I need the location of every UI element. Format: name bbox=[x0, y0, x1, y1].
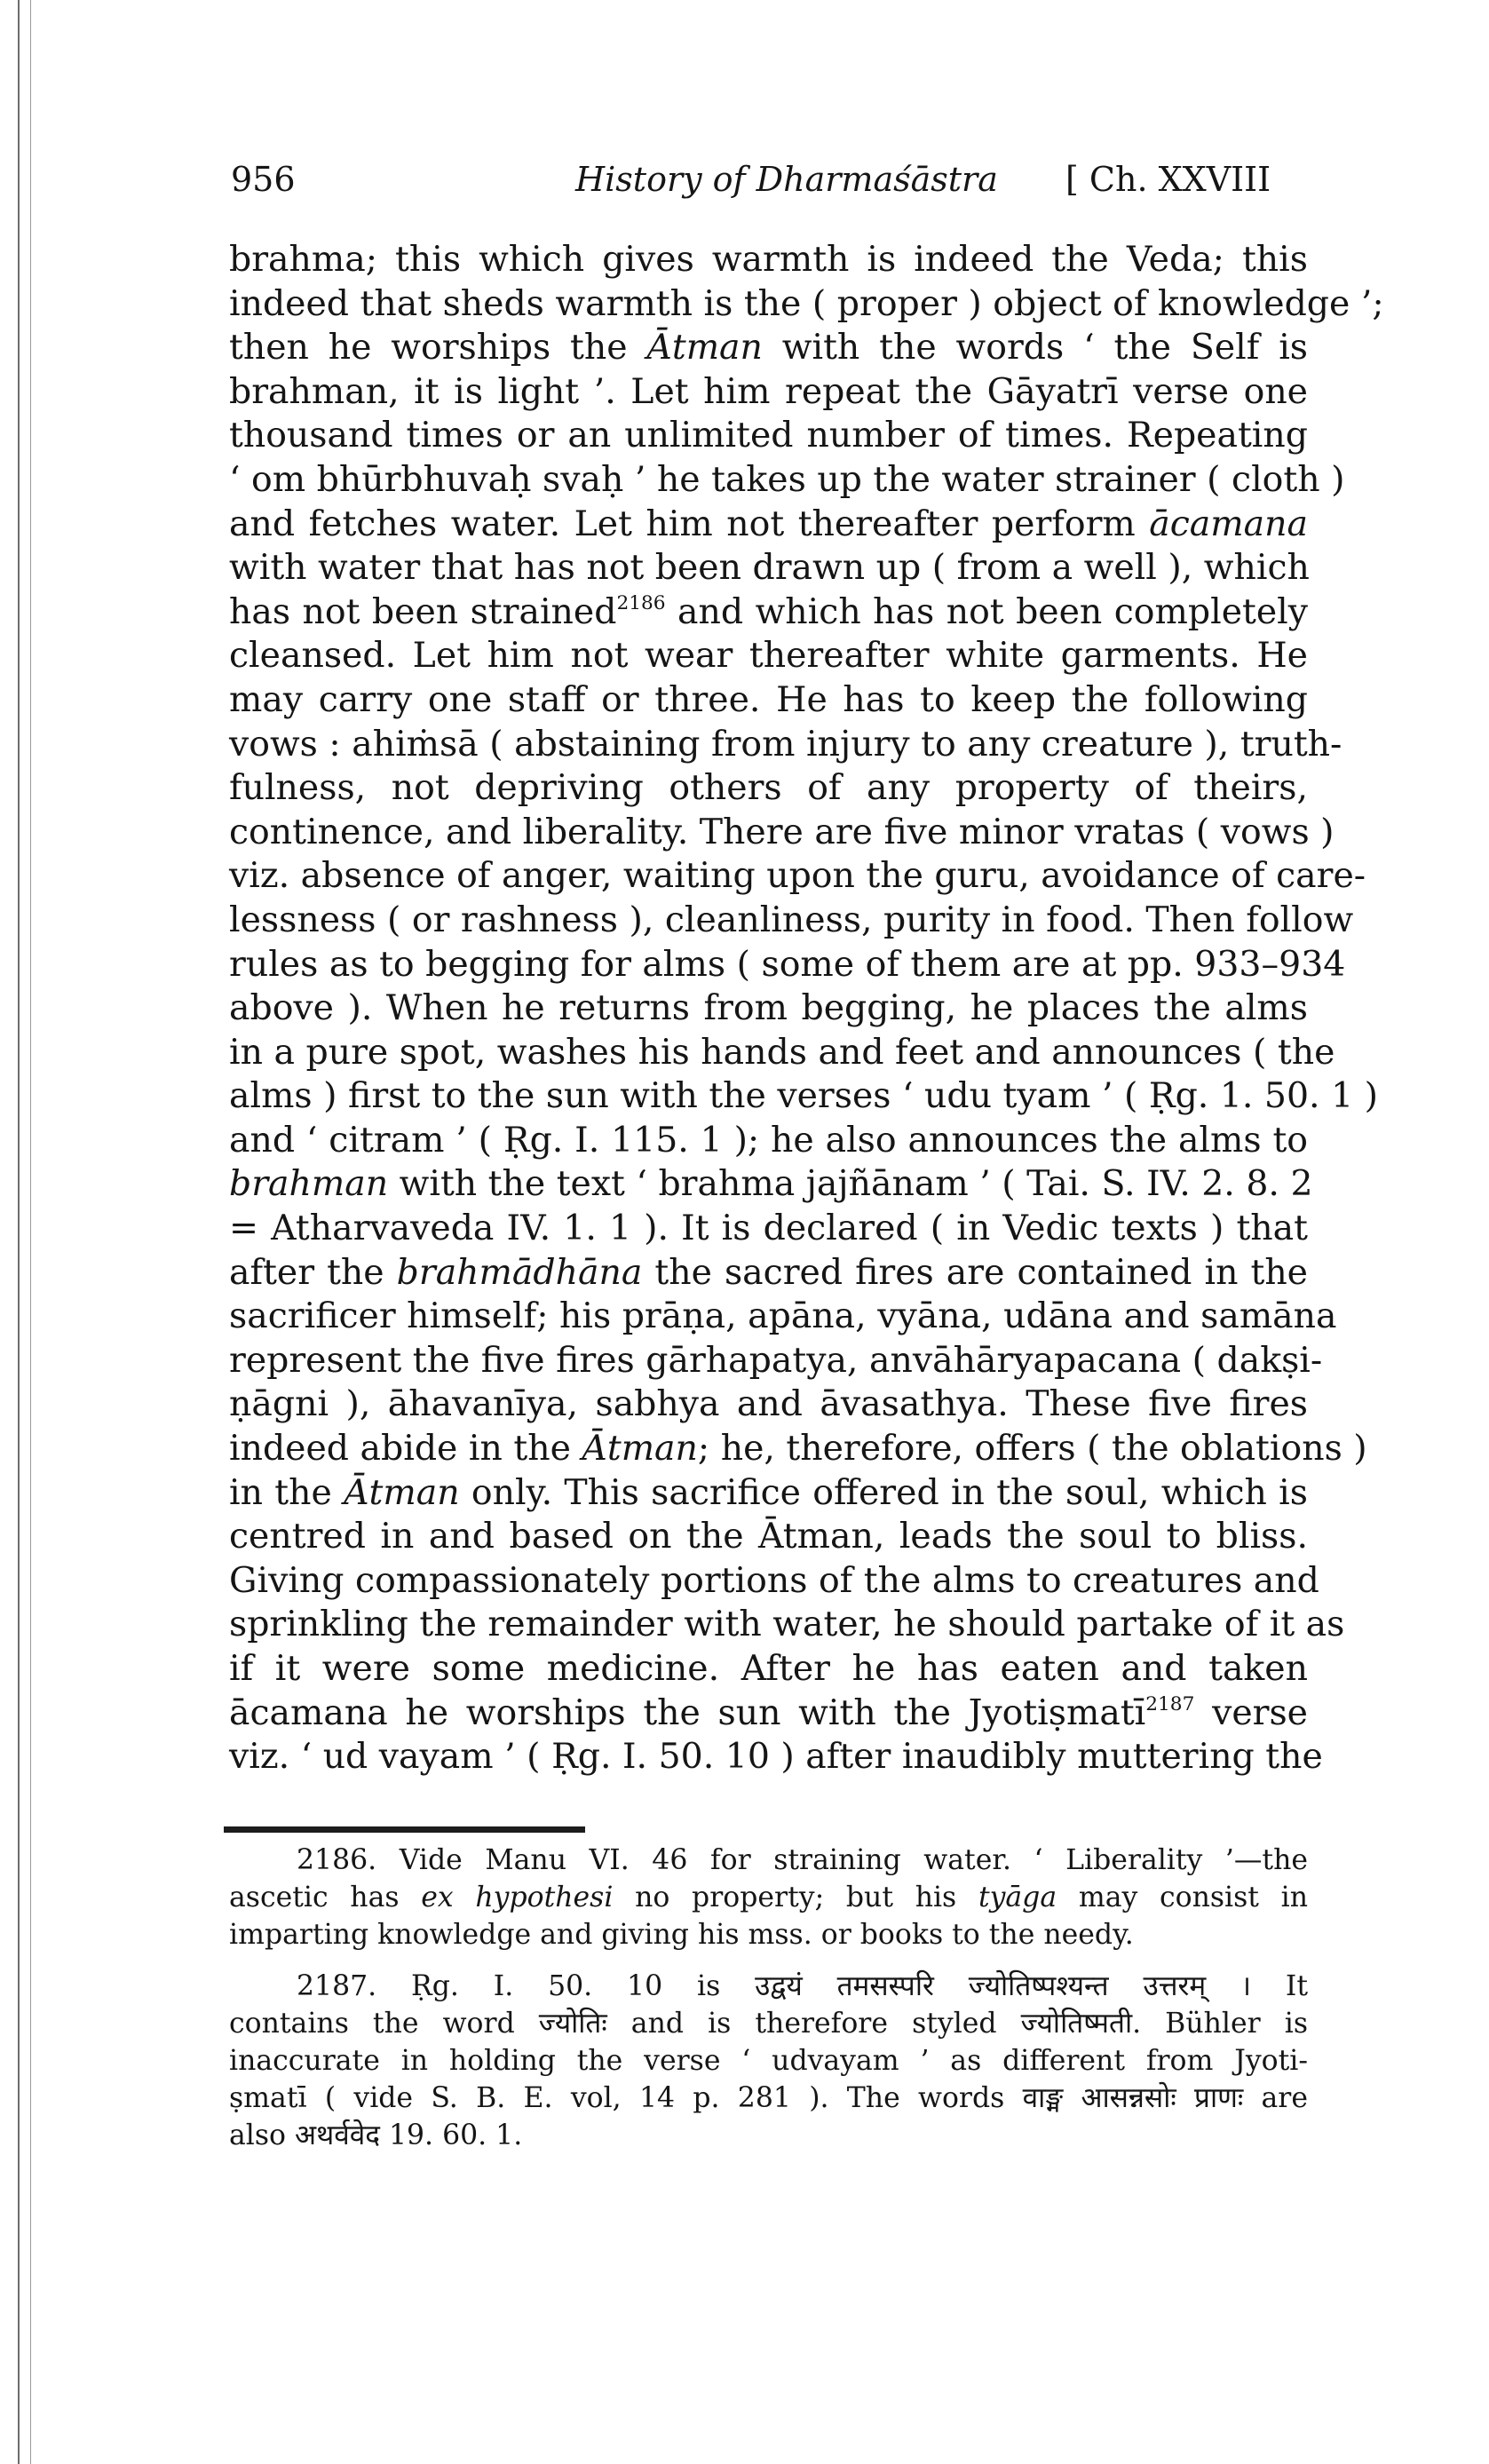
text-line: above ). When he returns from begging, he places the alms bbox=[229, 987, 1308, 1029]
running-header bbox=[0, 160, 1489, 213]
footnote-gap bbox=[229, 1953, 1308, 1968]
italic-term: brahman bbox=[229, 1163, 389, 1205]
text-line: = Atharvaveda IV. 1. 1 ). It is declared ( in Vedic texts ) that bbox=[229, 1208, 1308, 1249]
text-line: then he worships the Ātman with the words ‘ the Self is bbox=[229, 327, 1309, 368]
text-line: ṇāgni ), āhavanīya, sabhya and āvasathya. These five fires bbox=[229, 1383, 1308, 1425]
italic-term: ex hypothesi bbox=[421, 1882, 614, 1913]
italic-term: tyāga bbox=[978, 1882, 1057, 1913]
italic-term: Ātman bbox=[646, 327, 763, 368]
footnote-ref-2186: 2186 bbox=[616, 591, 666, 614]
footnote-2187-line: ṣmatī ( vide S. B. E. vol, 14 p. 281 ). The words वाङ्म आसन्नसोः प्राणः are bbox=[229, 2082, 1308, 2114]
text-line: represent the five fires gārhapatya, anvāhāryapacana ( dakṣi- bbox=[229, 1339, 1323, 1381]
footnotes bbox=[229, 1842, 1308, 2154]
footnote-2187-line: contains the word ज्योतिः and is therefore styled ज्योतिष्मती. Bühler is bbox=[229, 2008, 1308, 2040]
text-line: and fetches water. Let him not thereafter perform ācamana bbox=[229, 503, 1308, 544]
text-line: Giving compassionately portions of the alms to creatures and bbox=[229, 1559, 1319, 1601]
footnote-2187-line: also अथर्ववेद 19. 60. 1. bbox=[229, 2119, 523, 2151]
text-line: ‘ om bhūrbhuvaḥ svaḥ ’ he takes up the water strainer ( cloth ) bbox=[229, 458, 1345, 500]
text-line: with water that has not been drawn up ( from a well ), which bbox=[229, 547, 1310, 589]
italic-term: Ātman bbox=[344, 1471, 460, 1513]
italic-term: brahmādhāna bbox=[396, 1251, 643, 1293]
text-line: brahman with the text ‘ brahma jajñānam ’ ( Tai. S. IV. 2. 8. 2 bbox=[229, 1163, 1313, 1205]
text-segment: ācamana he worships the sun with the Jyotiṣmatī bbox=[229, 1692, 1146, 1733]
text-line: sprinkling the remainder with water, he should partake of it as bbox=[229, 1604, 1345, 1645]
scan-edge-line bbox=[18, 0, 20, 2464]
text-line: viz. absence of anger, waiting upon the guru, avoidance of care- bbox=[229, 855, 1366, 897]
text-line: may carry one staff or three. He has to keep the following bbox=[229, 678, 1308, 720]
footnote-2187-line: 2187. Ṛg. I. 50. 10 is उद्वयं तमसस्परि ज्योतिष्पश्यन्त उत्तरम् । It bbox=[297, 1970, 1308, 2002]
text-line: in the Ātman only. This sacrifice offered in the soul, which is bbox=[229, 1471, 1308, 1513]
footnote-ref-2187: 2187 bbox=[1145, 1692, 1195, 1715]
text-line bbox=[229, 590, 1308, 635]
footnote-2186-line: 2186. Vide Manu VI. 46 for straining water. ‘ Liberality ’—the bbox=[297, 1844, 1308, 1876]
text-line bbox=[229, 1692, 1308, 1736]
page-number: 956 bbox=[231, 160, 296, 199]
text-line: rules as to begging for alms ( some of them are at pp. 933–934 bbox=[229, 943, 1346, 985]
text-line: continence, and liberality. There are five minor vratas ( vows ) bbox=[229, 811, 1335, 852]
footnote-2186-line: imparting knowledge and giving his mss. or books to the needy. bbox=[229, 1919, 1134, 1951]
text-line: indeed abide in the Ātman; he, therefore, offers ( the oblations ) bbox=[229, 1428, 1367, 1470]
text-line: viz. ‘ ud vayam ’ ( Ṛg. I. 50. 10 ) after inaudibly muttering the bbox=[229, 1736, 1323, 1778]
italic-term: ācamana bbox=[1149, 503, 1308, 544]
text-line: cleansed. Let him not wear thereafter white garments. He bbox=[229, 635, 1308, 677]
text-line: vows : ahiṁsā ( abstaining from injury to any creature ), truth- bbox=[229, 723, 1342, 765]
text-line: alms ) first to the sun with the verses ‘ udu tyam ’ ( Ṛg. 1. 50. 1 ) bbox=[229, 1075, 1379, 1117]
text-line: thousand times or an unlimited number of times. Repeating bbox=[229, 415, 1308, 456]
italic-term: Ātman bbox=[582, 1428, 698, 1470]
text-line: sacrificer himself; his prāṇa, apāna, vyāna, udāna and samāna bbox=[229, 1295, 1337, 1337]
text-line: lessness ( or rashness ), cleanliness, purity in food. Then follow bbox=[229, 899, 1354, 940]
scan-edge-line-inner bbox=[30, 0, 31, 2464]
text-segment: has not been strained bbox=[229, 590, 617, 632]
running-title: History of Dharmaśāstra bbox=[575, 160, 998, 199]
footnote-rule bbox=[224, 1826, 585, 1833]
text-line: brahma; this which gives warmth is indeed the Veda; this bbox=[229, 239, 1308, 280]
footnote-2187-line: inaccurate in holding the verse ‘ udvayam ’ as different from Jyoti- bbox=[229, 2045, 1308, 2077]
text-line: in a pure spot, washes his hands and feet and announces ( the bbox=[229, 1031, 1335, 1073]
text-line: if it were some medicine. After he has eaten and taken bbox=[229, 1648, 1308, 1689]
text-line: and ‘ citram ’ ( Ṛg. I. 115. 1 ); he also announces the alms to bbox=[229, 1119, 1308, 1161]
text-line: fulness, not depriving others of any property of theirs, bbox=[229, 767, 1308, 809]
text-line: after the brahmādhāna the sacred fires are contained in the bbox=[229, 1251, 1308, 1293]
chapter-label: [ Ch. XXVIII bbox=[1065, 160, 1271, 199]
main-text bbox=[229, 238, 1384, 1779]
text-segment: verse bbox=[1212, 1692, 1308, 1733]
text-line: brahman, it is light ’. Let him repeat the Gāyatrī verse one bbox=[229, 370, 1308, 412]
footnote-2186-line: ascetic has ex hypothesi no property; but his tyāga may consist in bbox=[229, 1882, 1308, 1913]
text-line: indeed that sheds warmth is the ( proper ) object of knowledge ’; bbox=[229, 282, 1384, 324]
text-segment: and which has not been completely bbox=[677, 590, 1308, 632]
text-line: centred in and based on the Ātman, leads the soul to bliss. bbox=[229, 1516, 1308, 1557]
